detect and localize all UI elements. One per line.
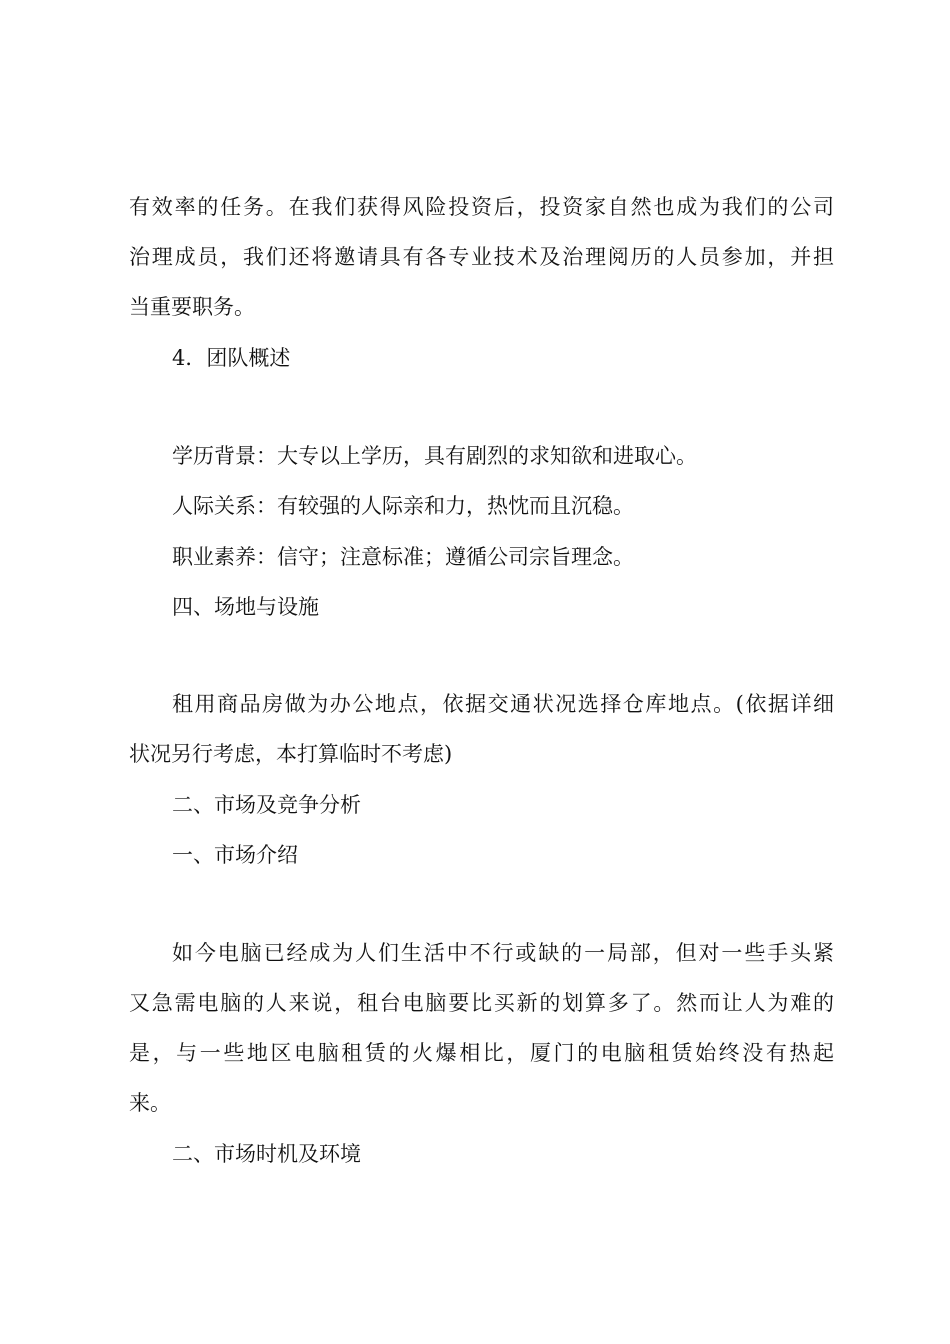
section-heading: 一、市场介绍 — [172, 843, 298, 867]
paragraph-line: 有效率的任务。在我们获得风险投资后，投资家自然也成为我们的公司 — [129, 195, 834, 219]
paragraph-line: 如今电脑已经成为人们生活中不行或缺的一局部，但对一些手头紧 — [172, 941, 834, 965]
paragraph-line: 状况另行考虑，本打算临时不考虑) — [129, 742, 453, 766]
section-heading: 四、场地与设施 — [172, 595, 319, 619]
section-heading: 4．团队概述 — [172, 346, 291, 370]
section-heading: 二、市场时机及环境 — [172, 1142, 361, 1166]
paragraph-line: 是，与一些地区电脑租赁的火爆相比，厦门的电脑租赁始终没有热起 — [129, 1041, 834, 1065]
paragraph-line: 人际关系：有较强的人际亲和力，热忱而且沉稳。 — [172, 494, 634, 518]
paragraph-line: 来。 — [129, 1091, 171, 1115]
paragraph-line: 治理成员，我们还将邀请具有各专业技术及治理阅历的人员参加，并担 — [129, 245, 834, 269]
paragraph-line: 当重要职务。 — [129, 295, 255, 319]
section-heading: 二、市场及竞争分析 — [172, 793, 361, 817]
paragraph-line: 租用商品房做为办公地点，依据交通状况选择仓库地点。(依据详细 — [172, 692, 834, 716]
paragraph-line: 职业素养：信守；注意标准；遵循公司宗旨理念。 — [172, 545, 634, 569]
paragraph-line: 学历背景：大专以上学历，具有剧烈的求知欲和进取心。 — [172, 444, 697, 468]
paragraph-line: 又急需电脑的人来说，租台电脑要比买新的划算多了。然而让人为难的 — [129, 991, 834, 1015]
